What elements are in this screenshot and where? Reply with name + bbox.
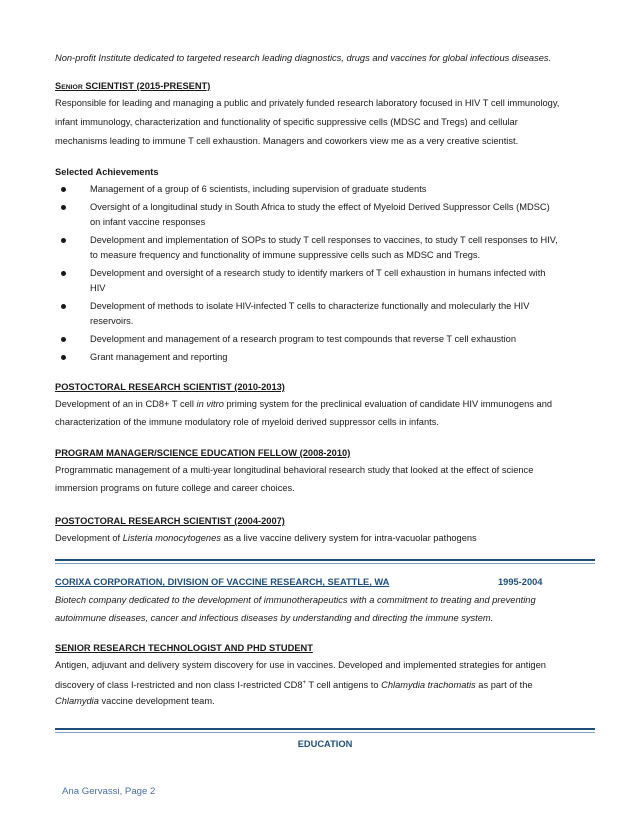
superscript: + <box>302 680 307 686</box>
bullet-dot <box>61 205 66 210</box>
senior-desc-2: infant immunology, characterization and functionality of specific suppressive cells (MDSC and Tregs) and cellular <box>55 117 518 127</box>
text-run-italic: Listeria monocytogenes <box>122 533 221 543</box>
list-item: Oversight of a longitudinal study in South Africa to study the effect of Myeloid Derived Suppressor Cells (MDSC) <box>90 202 550 212</box>
company-dates: 1995-2004 <box>498 577 543 587</box>
program-manager-line1: Programmatic management of a multi-year longitudinal behavioral research study that looked at the effect of science <box>55 465 534 475</box>
text-run: Development of an in CD8+ T cell <box>55 399 197 409</box>
text-run: Development of <box>55 533 123 543</box>
title-smallcaps: ENIOR <box>61 84 83 91</box>
postdoc-2010-line2: characterization of the immune modulatory role of myeloid derived suppressor cells in infants. <box>55 417 439 427</box>
section-divider-thin <box>55 732 595 733</box>
senior-tech-line3 <box>55 695 595 707</box>
text-run: as a live vaccine delivery system for intra-vacuolar pathogens <box>220 533 477 543</box>
list-item-cont: reservoirs. <box>90 316 134 326</box>
text-run: priming system for the preclinical evaluation of candidate HIV immunogens and <box>223 399 553 409</box>
bullet-dot <box>61 238 66 243</box>
text-run: as part of the <box>475 680 533 691</box>
list-item-cont: to measure frequency and functionality of immune suppressive cells such as MDSC and Tregs. <box>90 250 481 260</box>
list-item: Management of a group of 6 scientists, including supervision of graduate students <box>90 184 427 194</box>
title-tail: SCIENTIST (2015-PRESENT) <box>82 81 211 91</box>
program-manager-line2: immersion programs on future college and career choices. <box>55 483 295 493</box>
bullet-dot <box>61 337 66 342</box>
senior-tech-title: SENIOR RESEARCH TECHNOLOGIST AND PHD STUDENT <box>55 643 313 653</box>
list-item: Grant management and reporting <box>90 352 228 362</box>
corixa-desc-1: Biotech company dedicated to the development of immunotherapeutics with a commitment to treating and preventing <box>55 595 536 605</box>
list-item: Development and implementation of SOPs to study T cell responses to vaccines, to study T cell responses to HIV, <box>90 235 558 245</box>
text-run-italic: in vitro <box>196 399 224 409</box>
education-heading: EDUCATION <box>297 739 353 749</box>
corixa-header <box>55 576 595 588</box>
senior-desc-1: Responsible for leading and managing a public and privately funded research laboratory focused in HIV T cell immunology, <box>55 98 560 108</box>
list-item: Development and oversight of a research study to identify markers of T cell exhaustion in humans infected with <box>90 268 546 278</box>
achievements-heading: Selected Achievements <box>55 167 159 177</box>
list-item-cont: HIV <box>90 283 106 293</box>
bullet-dot <box>61 187 66 192</box>
bullet-dot <box>61 355 66 360</box>
bullet-dot <box>61 271 66 276</box>
title-first-letter: S <box>55 81 62 91</box>
senior-tech-line2 <box>55 677 595 691</box>
section-divider <box>55 728 595 730</box>
intro-line: Non-profit Institute dedicated to targeted research leading diagnostics, drugs and vaccines for global infectious diseases. <box>55 53 552 63</box>
text-run: discovery of class I-restricted and non class I-restricted CD8 <box>55 680 303 691</box>
senior-tech-line1: Antigen, adjuvant and delivery system discovery for use in vaccines. Developed and implemented strategies for antigen <box>55 660 546 670</box>
postdoc-2010-line1 <box>55 398 595 410</box>
list-item-cont: on infant vaccine responses <box>90 217 206 227</box>
company-name: CORIXA CORPORATION, DIVISION OF VACCINE RESEARCH, SEATTLE, WA <box>55 577 390 587</box>
postdoc-2004-title: POSTOCTORAL RESEARCH SCIENTIST (2004-2007) <box>55 516 285 526</box>
page-footer: Ana Gervassi, Page 2 <box>62 786 156 797</box>
postdoc-2010-title: POSTOCTORAL RESEARCH SCIENTIST (2010-2013) <box>55 382 285 392</box>
bullet-dot <box>61 304 66 309</box>
corixa-desc-2: autoimmune diseases, cancer and infectious diseases by understanding and directing the immune system. <box>55 613 494 623</box>
text-run: T cell antigens to <box>306 680 382 691</box>
senior-desc-3: mechanisms leading to immune T cell exhaustion. Managers and coworkers view me as a very creative scientist. <box>55 136 519 146</box>
program-manager-title: PROGRAM MANAGER/SCIENCE EDUCATION FELLOW (2008-2010) <box>55 448 351 458</box>
section-divider <box>55 559 595 561</box>
senior-scientist-title <box>55 80 595 94</box>
postdoc-2004-line1 <box>55 532 595 544</box>
list-item: Development of methods to isolate HIV-infected T cells to characterize functionally and molecularly the HIV <box>90 301 530 311</box>
list-item: Development and management of a research program to test compounds that reverse T cell exhaustion <box>90 334 516 344</box>
section-divider-thin <box>55 563 595 564</box>
text-run-italic: Chlamydia <box>55 696 99 706</box>
text-run-italic: Chlamydia trachomatis <box>381 680 476 691</box>
text-run: vaccine development team. <box>98 696 215 706</box>
